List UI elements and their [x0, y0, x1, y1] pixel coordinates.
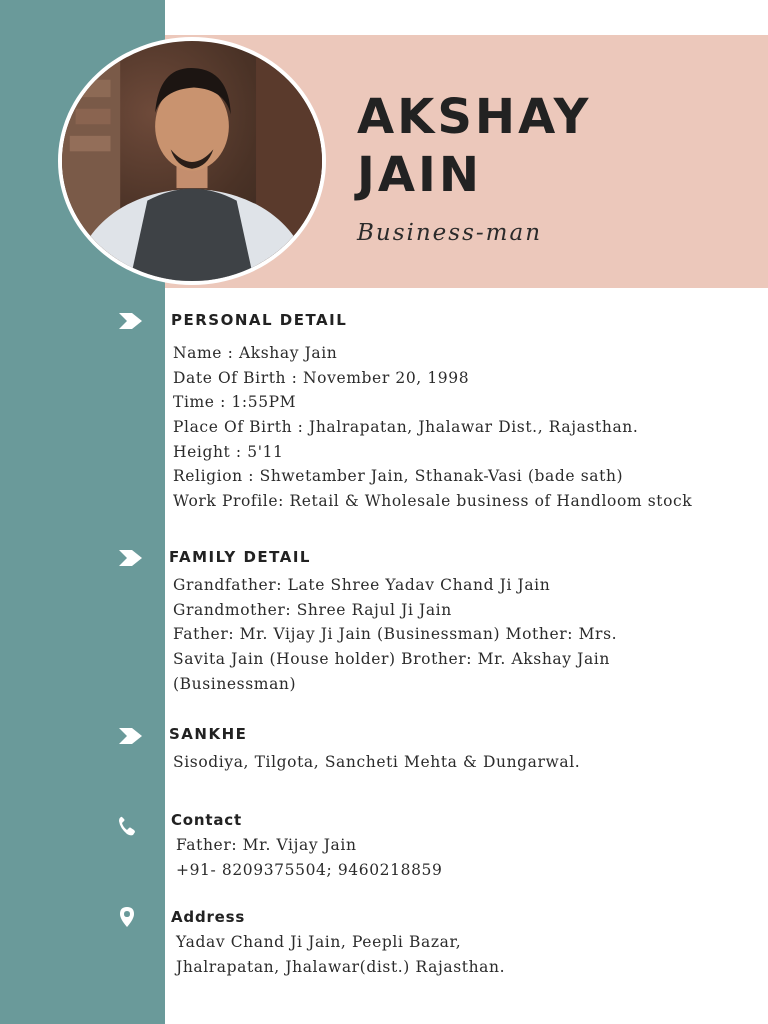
list-item: Father: Mr. Vijay Ji Jain (Businessman) Mother: Mrs.: [173, 625, 618, 644]
personal-detail-list: [173, 341, 692, 514]
sankhe-list: [173, 750, 580, 775]
list-item: Yadav Chand Ji Jain, Peepli Bazar,: [176, 933, 462, 951]
list-item: Grandfather: Late Shree Yadav Chand Ji Jain: [173, 576, 551, 594]
list-item: Grandmother: Shree Rajul Ji Jain: [173, 600, 452, 619]
section-title-sankhe: SANKHE: [169, 725, 248, 743]
list-item: Date Of Birth : November 20, 1998: [173, 368, 470, 387]
contact-list: [176, 833, 442, 882]
list-item: Work Profile: Retail & Wholesale business of Handloom stock: [173, 492, 693, 511]
list-item: Height : 5'11: [173, 442, 284, 461]
list-item: Place Of Birth : Jhalrapatan, Jhalawar Dist., Rajasthan.: [173, 418, 639, 437]
list-item: Father: Mr. Vijay Jain: [176, 836, 357, 854]
list-item: Savita Jain (House holder) Brother: Mr. Akshay Jain: [173, 650, 610, 669]
chevron-arrow-icon: [118, 311, 144, 331]
list-item: Name : Akshay Jain: [173, 344, 338, 362]
section-title-personal: PERSONAL DETAIL: [171, 311, 348, 329]
address-list: [176, 930, 505, 979]
list-item: +91- 8209375504; 9460218859: [176, 860, 443, 879]
section-title-address: Address: [171, 908, 246, 926]
list-item: (Businessman): [173, 674, 297, 693]
chevron-arrow-icon: [118, 726, 144, 746]
map-pin-icon: [117, 906, 137, 928]
name-last: JAIN: [357, 147, 483, 203]
name-first: AKSHAY: [357, 89, 592, 145]
family-detail-list: [173, 573, 617, 696]
section-title-contact: Contact: [171, 811, 242, 829]
phone-icon: [117, 815, 137, 837]
list-item: Sisodiya, Tilgota, Sancheti Mehta & Dungarwal.: [173, 753, 581, 771]
list-item: Time : 1:55PM: [173, 393, 297, 412]
profile-photo: [58, 37, 326, 285]
list-item: Religion : Shwetamber Jain, Sthanak-Vasi (bade sath): [173, 467, 624, 486]
section-title-family: FAMILY DETAIL: [169, 548, 311, 566]
list-item: Jhalrapatan, Jhalawar(dist.) Rajasthan.: [176, 957, 506, 976]
chevron-arrow-icon: [118, 548, 144, 568]
role-subtitle: Business-man: [357, 220, 543, 246]
